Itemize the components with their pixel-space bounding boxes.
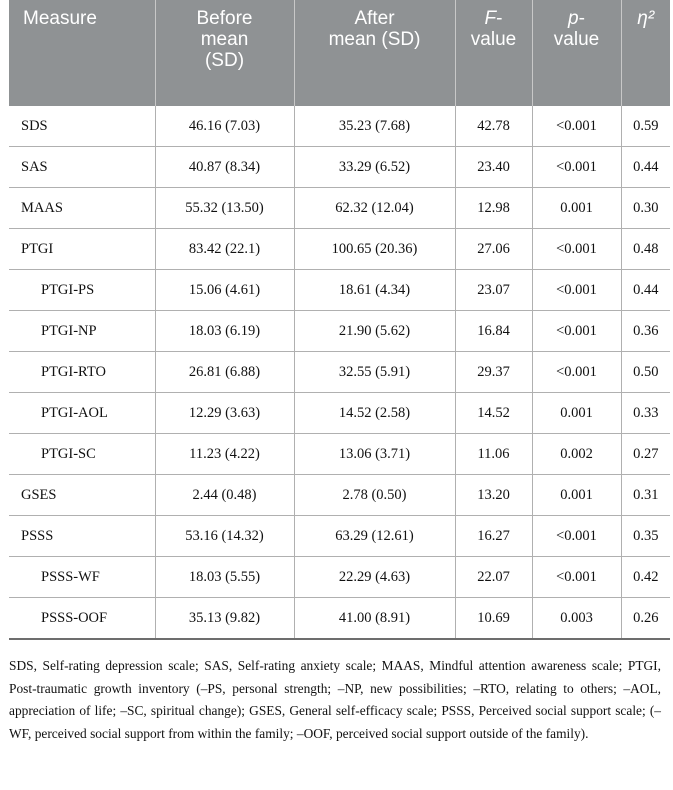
cell-p-value: <0.001 [532,147,621,188]
table-row [9,311,670,352]
cell-f-value: 14.52 [455,393,532,434]
cell-eta-squared: 0.36 [621,311,670,352]
cell-measure: SDS [9,106,155,147]
cell-before-mean: 2.44 (0.48) [155,475,294,516]
cell-f-value: 42.78 [455,106,532,147]
cell-before-mean: 83.42 (22.1) [155,229,294,270]
cell-eta-squared: 0.31 [621,475,670,516]
cell-before-mean: 18.03 (5.55) [155,557,294,598]
table-row [9,147,670,188]
cell-eta-squared: 0.59 [621,106,670,147]
cell-after-mean: 33.29 (6.52) [294,147,455,188]
cell-measure: PSSS [9,516,155,557]
cell-p-value: <0.001 [532,311,621,352]
table-row [9,475,670,516]
cell-f-value: 23.40 [455,147,532,188]
cell-eta-squared: 0.27 [621,434,670,475]
cell-measure: PSSS-OOF [9,598,155,640]
cell-measure: PTGI-RTO [9,352,155,393]
cell-before-mean: 35.13 (9.82) [155,598,294,640]
table-row [9,352,670,393]
cell-after-mean: 18.61 (4.34) [294,270,455,311]
table-row [9,188,670,229]
cell-p-value: <0.001 [532,106,621,147]
cell-f-value: 27.06 [455,229,532,270]
header-measure: Measure [9,0,155,106]
table-header [9,0,670,106]
cell-p-value: <0.001 [532,516,621,557]
cell-f-value: 29.37 [455,352,532,393]
cell-f-value: 11.06 [455,434,532,475]
cell-before-mean: 46.16 (7.03) [155,106,294,147]
cell-before-mean: 15.06 (4.61) [155,270,294,311]
cell-after-mean: 13.06 (3.71) [294,434,455,475]
cell-f-value: 10.69 [455,598,532,640]
cell-after-mean: 63.29 (12.61) [294,516,455,557]
cell-measure: MAAS [9,188,155,229]
cell-p-value: <0.001 [532,352,621,393]
cell-before-mean: 12.29 (3.63) [155,393,294,434]
cell-p-value: 0.003 [532,598,621,640]
cell-before-mean: 40.87 (8.34) [155,147,294,188]
cell-f-value: 23.07 [455,270,532,311]
cell-measure: PTGI-SC [9,434,155,475]
cell-eta-squared: 0.35 [621,516,670,557]
cell-after-mean: 62.32 (12.04) [294,188,455,229]
cell-eta-squared: 0.42 [621,557,670,598]
header-p-value: p- value [532,0,621,106]
cell-after-mean: 21.90 (5.62) [294,311,455,352]
cell-after-mean: 100.65 (20.36) [294,229,455,270]
header-eta-squared: η² [621,0,670,106]
table-row [9,434,670,475]
table-row [9,516,670,557]
cell-f-value: 16.27 [455,516,532,557]
cell-eta-squared: 0.50 [621,352,670,393]
cell-eta-squared: 0.26 [621,598,670,640]
cell-f-value: 12.98 [455,188,532,229]
cell-eta-squared: 0.33 [621,393,670,434]
cell-eta-squared: 0.44 [621,147,670,188]
cell-after-mean: 32.55 (5.91) [294,352,455,393]
header-after-mean: After mean (SD) [294,0,455,106]
cell-before-mean: 11.23 (4.22) [155,434,294,475]
cell-measure: PTGI-NP [9,311,155,352]
cell-eta-squared: 0.48 [621,229,670,270]
cell-f-value: 16.84 [455,311,532,352]
cell-before-mean: 55.32 (13.50) [155,188,294,229]
cell-measure: GSES [9,475,155,516]
header-f-value: F- value [455,0,532,106]
cell-eta-squared: 0.44 [621,270,670,311]
table-footnote: SDS, Self-rating depression scale; SAS, Self-rating anxiety scale; MAAS, Mindful attention awareness scale; PTGI, Post-traumatic growth inventory (–PS, personal strength; –NP, new possibilities; –RTO, relating to others; –AOL, appreciation of life; –SC, spiritual change); GSES, General self-efficacy scale; PSSS, Perceived social support scale; (–WF, perceived social support from within the family; –OOF, perceived social support outside of the family). [9,658,661,741]
table-row [9,557,670,598]
cell-p-value: 0.001 [532,475,621,516]
table-body [9,106,670,639]
header-row [9,0,670,106]
cell-after-mean: 41.00 (8.91) [294,598,455,640]
cell-measure: PTGI-PS [9,270,155,311]
cell-before-mean: 53.16 (14.32) [155,516,294,557]
table-row [9,229,670,270]
cell-p-value: 0.002 [532,434,621,475]
cell-before-mean: 26.81 (6.88) [155,352,294,393]
cell-before-mean: 18.03 (6.19) [155,311,294,352]
cell-after-mean: 14.52 (2.58) [294,393,455,434]
cell-eta-squared: 0.30 [621,188,670,229]
cell-p-value: <0.001 [532,557,621,598]
table-row [9,393,670,434]
results-table [9,0,670,640]
table-row [9,106,670,147]
table-row [9,598,670,640]
cell-after-mean: 22.29 (4.63) [294,557,455,598]
cell-f-value: 13.20 [455,475,532,516]
cell-measure: PSSS-WF [9,557,155,598]
cell-after-mean: 2.78 (0.50) [294,475,455,516]
cell-measure: PTGI [9,229,155,270]
cell-p-value: 0.001 [532,188,621,229]
cell-after-mean: 35.23 (7.68) [294,106,455,147]
table-row [9,270,670,311]
cell-p-value: <0.001 [532,270,621,311]
cell-measure: SAS [9,147,155,188]
cell-p-value: 0.001 [532,393,621,434]
cell-f-value: 22.07 [455,557,532,598]
header-before-mean: Before mean (SD) [155,0,294,106]
cell-measure: PTGI-AOL [9,393,155,434]
cell-p-value: <0.001 [532,229,621,270]
